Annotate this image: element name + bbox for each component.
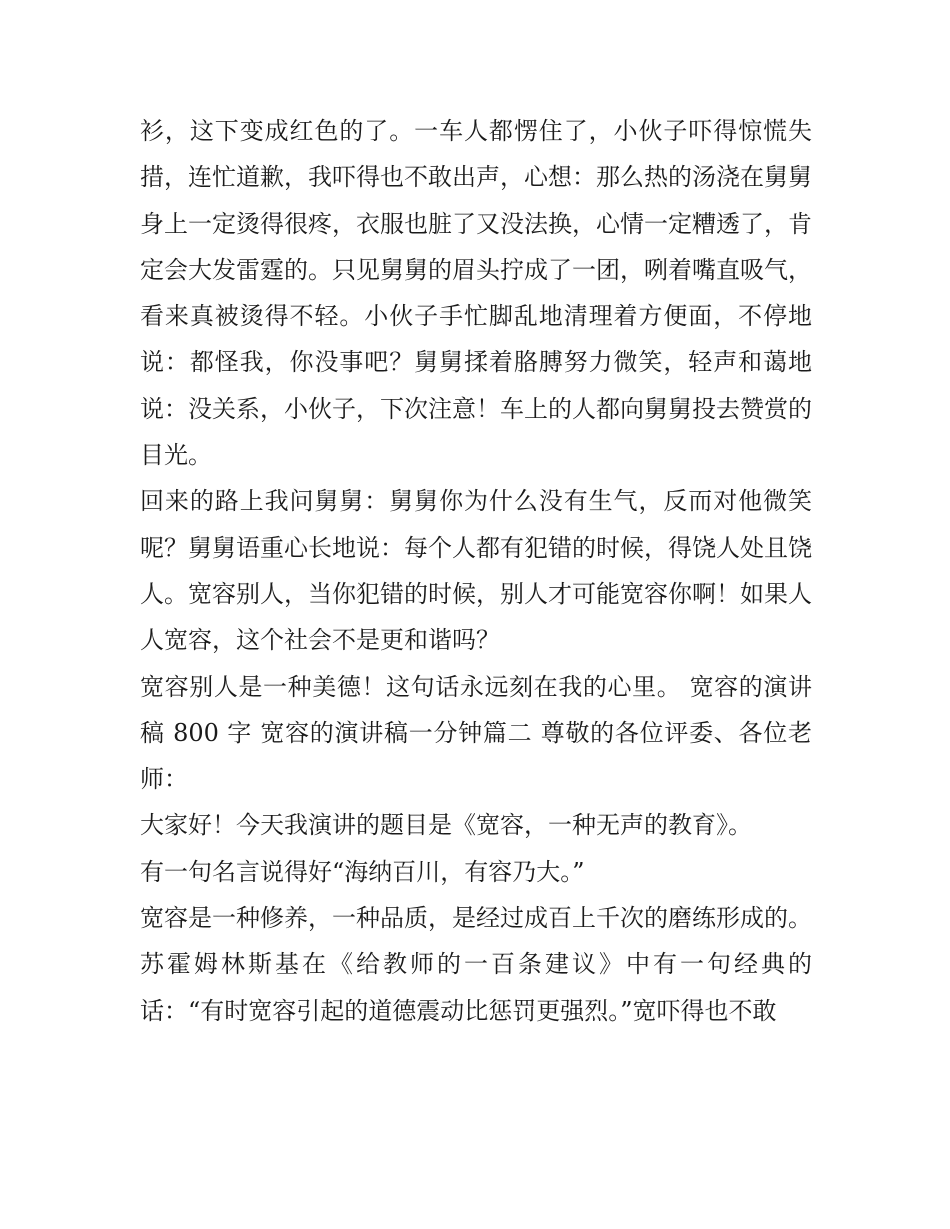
paragraph-greeting: 大家好！今天我演讲的题目是《宽容，一种无声的教育》。 — [140, 811, 752, 840]
paragraph-quote: 有一句名言说得好“海纳百川，有容乃大。” — [140, 857, 585, 886]
paragraph-speech-title: 宽容别人是一种美德！这句话永远刻在我的心里。 宽容的演讲稿 800 字 宽容的演讲稿一分钟篇二 尊敬的各位评委、各位老师： — [140, 672, 812, 794]
paragraph-tolerance: 宽容是一种修养，一种品质，是经过成百上千次的磨练形成的。苏霍姆林斯基在《给教师的一百条建议》中有一句经典的话：“有时宽容引起的道德震动比惩罚更强烈。”宽吓得也不敢 — [140, 904, 812, 1025]
document-body — [140, 108, 812, 1034]
paragraph-story-end: 衫，这下变成红色的了。一车人都愣住了，小伙子吓得惊慌失措，连忙道歉，我吓得也不敢出声，心想：那么热的汤浇在舅舅身上一定烫得很疼，衣服也脏了又没法换，心情一定糟透了，肯定会大发雷霆的。只见舅舅的眉头拧成了一团，咧着嘴直吸气，看来真被烫得不轻。小伙子手忙脚乱地清理着方便面，不停地说：都怪我，你没事吧？舅舅揉着胳膊努力微笑，轻声和蔼地说：没关系，小伙子，下次注意！车上的人都向舅舅投去赞赏的目光。 — [140, 117, 812, 470]
paragraph-uncle-advice: 回来的路上我问舅舅：舅舅你为什么没有生气，反而对他微笑呢？舅舅语重心长地说：每个人都有犯错的时候，得饶人处且饶人。宽容别人，当你犯错的时候，别人才可能宽容你啊！如果人人宽容，这个社会不是更和谐吗？ — [140, 487, 812, 655]
